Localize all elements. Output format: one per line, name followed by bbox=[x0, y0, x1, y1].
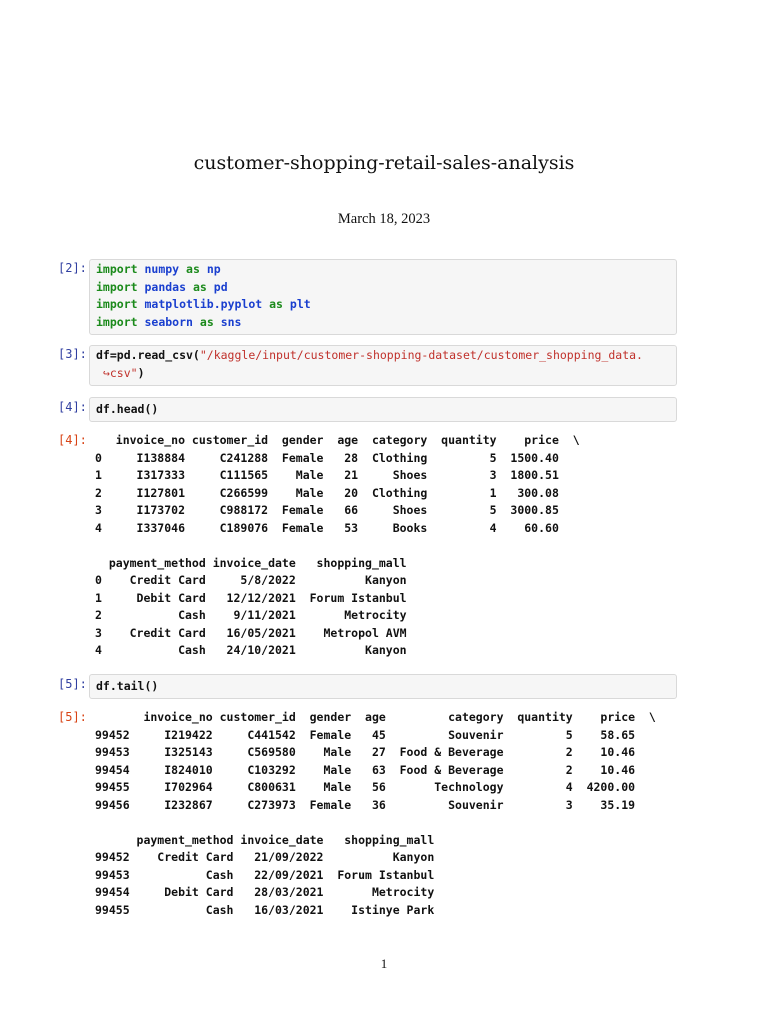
code-line: import seaborn as sns bbox=[96, 314, 242, 329]
document-title: customer-shopping-retail-sales-analysis bbox=[193, 152, 575, 174]
code-line: import pandas as pd bbox=[96, 279, 228, 294]
code-line: df.head() bbox=[96, 402, 159, 416]
dataframe-head-output: invoice_no customer_id gender age category quantity price \ 0 I138884 C241288 Female 28 Clothing 5 1500.40 1 I317333 C111565 Male 21 Shoes 3 1800.51 2 I127801 C266599 Male 20 Clothing 1 300.08 3 I173702 C988172 Female 66 Shoes 5 3000.85 4 I337046 C189076 Female 53 Books 4 60.60 payment_method invoice_date shopping_mall 0 Credit Card 5/8/2022 Kanyon 1 Debit Card 12/12/2021 Forum Istanbul 2 Cash 9/11/2021 Metrocity 3 Credit Card 16/05/2021 Metropol AVM 4 Cash 24/10/2021 Kanyon bbox=[95, 433, 580, 657]
input-prompt: [3]: bbox=[58, 347, 87, 361]
input-prompt: [4]: bbox=[58, 400, 87, 414]
code-editor[interactable] bbox=[89, 345, 677, 386]
line-continuation-icon: ↪ bbox=[102, 365, 110, 380]
code-line: df.tail() bbox=[96, 679, 159, 693]
code-editor[interactable] bbox=[89, 674, 677, 699]
code-line: import matplotlib.pyplot as plt bbox=[96, 297, 311, 311]
input-prompt: [5]: bbox=[58, 677, 87, 691]
input-prompt: [2]: bbox=[58, 261, 87, 275]
output-prompt: [5]: bbox=[58, 710, 87, 724]
document-date: March 18, 2023 bbox=[337, 211, 431, 227]
dataframe-tail-output: invoice_no customer_id gender age category quantity price \ 99452 I219422 C441542 Female 45 Souvenir 5 58.65 99453 I325143 C569580 Male 27 Food & Beverage 2 10.46 99454 I824010 C103292 Male 63 Food & Beverage 2 10.46 99455 I702964 C800631 Male 56 Technology 4 4200.00 99456 I232867 C273973 Female 36 Souvenir 3 35.19 payment_method invoice_date shopping_mall 99452 Credit Card 21/09/2022 Kanyon 99453 Cash 22/09/2021 Forum Istanbul 99454 Debit Card 28/03/2021 Metrocity 99455 Cash 16/03/2021 Istinye Park bbox=[95, 710, 656, 917]
output-prompt: [4]: bbox=[58, 433, 87, 447]
code-editor[interactable] bbox=[89, 259, 677, 335]
code-line: df=pd.read_csv("/kaggle/input/customer-shopping-dataset/customer_shopping_data. bbox=[96, 348, 643, 362]
code-line: import numpy as np bbox=[96, 262, 221, 276]
page-number: 1 bbox=[380, 956, 388, 971]
code-line-continued: ↪csv") bbox=[102, 365, 145, 380]
code-editor[interactable] bbox=[89, 397, 677, 422]
